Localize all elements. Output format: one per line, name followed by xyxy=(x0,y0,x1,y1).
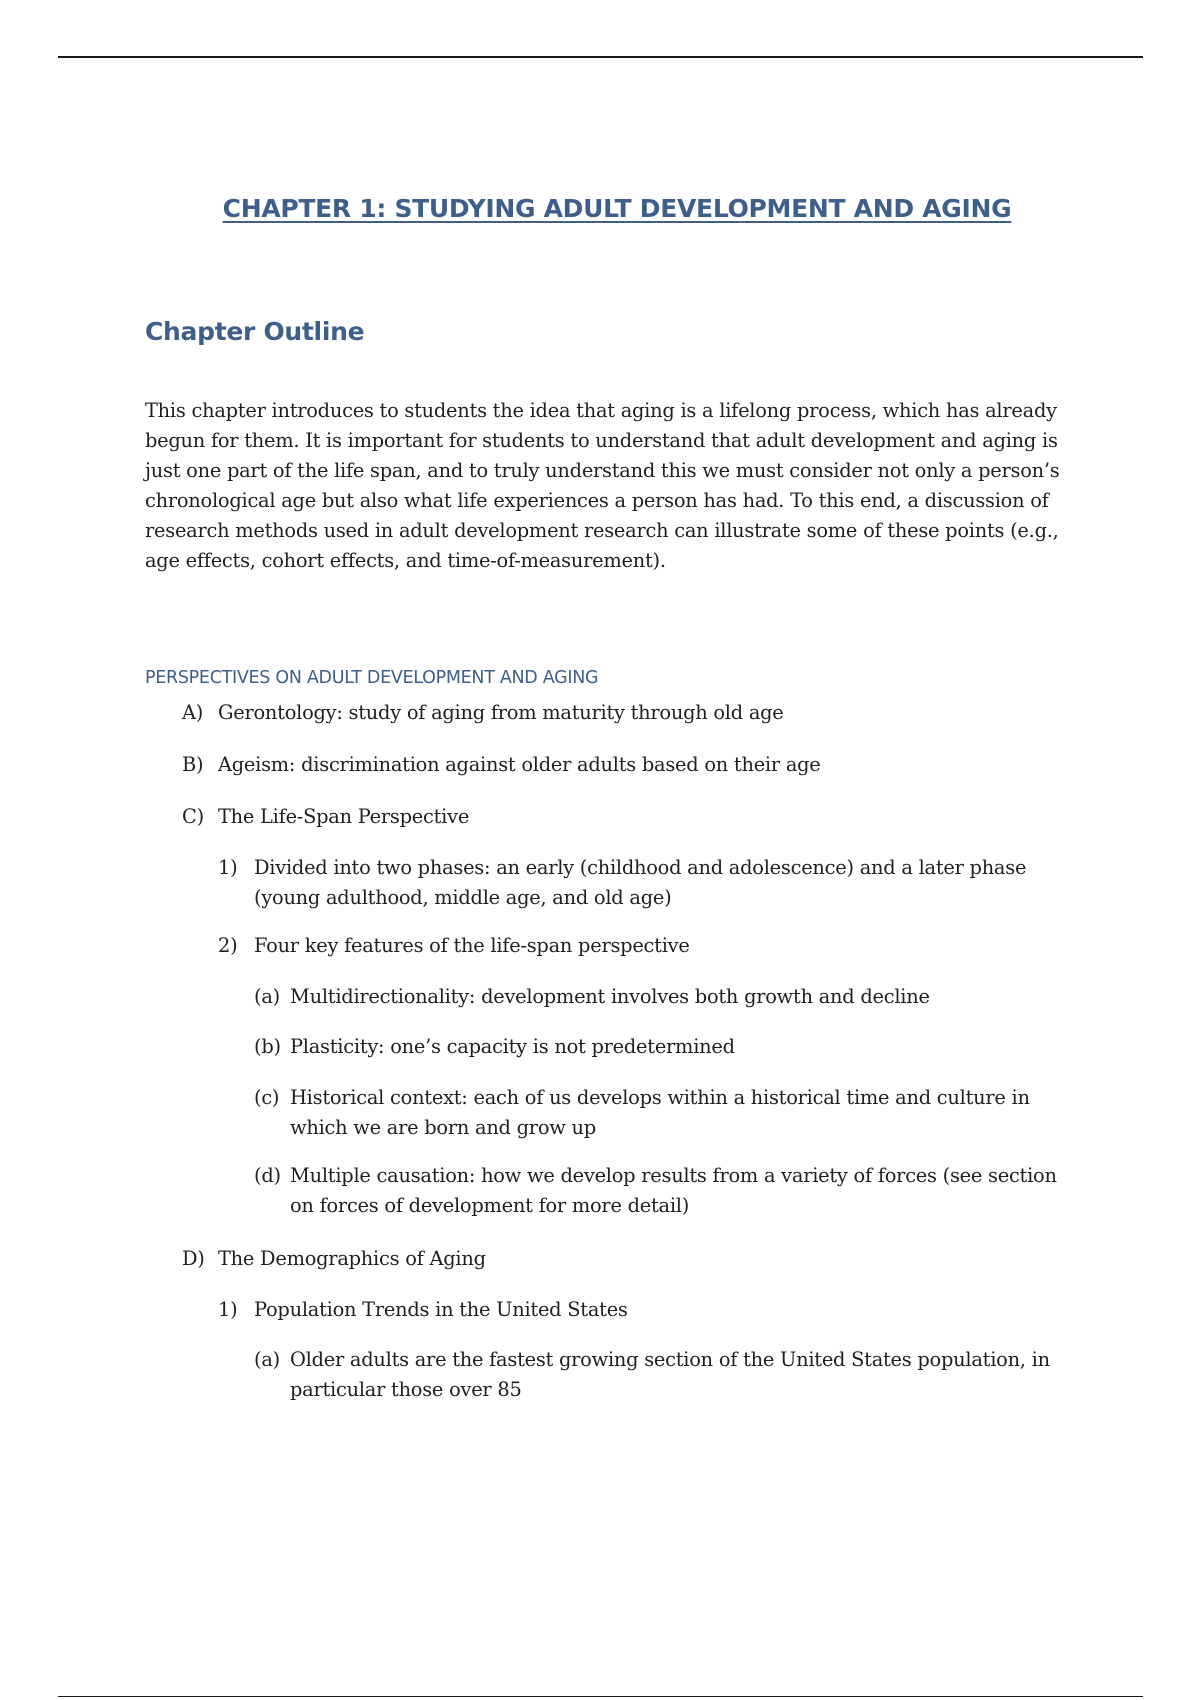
list-marker: 2) xyxy=(218,934,238,957)
list-item-text: Ageism: discrimination against older adults based on their age xyxy=(218,753,821,776)
list-marker: (c) xyxy=(254,1086,280,1109)
list-marker: D) xyxy=(182,1247,205,1270)
list-marker: (b) xyxy=(254,1035,281,1058)
chapter-title: CHAPTER 1: STUDYING ADULT DEVELOPMENT AND AGING xyxy=(222,194,1012,223)
list-item-text: Gerontology: study of aging from maturity through old age xyxy=(218,701,784,724)
list-item xyxy=(182,802,1082,832)
list-item-text: The Life-Span Perspective xyxy=(218,805,470,828)
list-marker: (d) xyxy=(254,1164,281,1187)
footer-rule xyxy=(58,1696,1143,1697)
list-item-text: Four key features of the life-span perspective xyxy=(254,934,690,957)
list-item-text: Population Trends in the United States xyxy=(254,1298,628,1321)
list-marker: C) xyxy=(182,805,204,828)
header-rule xyxy=(58,56,1143,58)
list-marker: 1) xyxy=(218,856,238,879)
list-item-text: Multiple causation: how we develop results from a variety of forces (see section on forces of development for more detail) xyxy=(290,1164,1057,1217)
list-item xyxy=(218,931,1088,961)
list-item xyxy=(182,698,1082,728)
list-item xyxy=(254,1032,1084,1062)
list-marker: (a) xyxy=(254,1348,280,1371)
list-item-text: The Demographics of Aging xyxy=(218,1247,486,1270)
list-item xyxy=(254,982,1084,1012)
list-marker: 1) xyxy=(218,1298,238,1321)
list-item xyxy=(182,1244,1082,1274)
list-marker: B) xyxy=(182,753,204,776)
list-item-text: Plasticity: one’s capacity is not predetermined xyxy=(290,1035,735,1058)
list-item-text: Historical context: each of us develops within a historical time and culture in which we are born and grow up xyxy=(290,1086,1030,1139)
list-marker: (a) xyxy=(254,985,280,1008)
section-heading: PERSPECTIVES ON ADULT DEVELOPMENT AND AGING xyxy=(145,668,599,688)
list-item xyxy=(218,853,1088,913)
list-item xyxy=(218,1295,1088,1325)
list-item-text: Divided into two phases: an early (childhood and adolescence) and a later phase (young adulthood, middle age, and old age) xyxy=(254,856,1027,909)
list-item xyxy=(254,1345,1084,1405)
list-item-text: Older adults are the fastest growing section of the United States population, in particular those over 85 xyxy=(290,1348,1050,1401)
intro-paragraph: This chapter introduces to students the idea that aging is a lifelong process, which has already begun for them. It is important for students to understand that adult development and aging is just one part of the life span, and to truly understand this we must consider not only a person’s chronological age but also what life experiences a person has had. To this end, a discussion of research methods used in adult development research can illustrate some of these points (e.g., age effects, cohort effects, and time-of-measurement). xyxy=(145,399,1060,572)
list-marker: A) xyxy=(182,701,204,724)
list-item xyxy=(254,1083,1084,1143)
list-item xyxy=(182,750,1082,780)
chapter-outline-heading: Chapter Outline xyxy=(145,317,365,346)
list-item-text: Multidirectionality: development involves both growth and decline xyxy=(290,985,930,1008)
list-item xyxy=(254,1161,1084,1221)
